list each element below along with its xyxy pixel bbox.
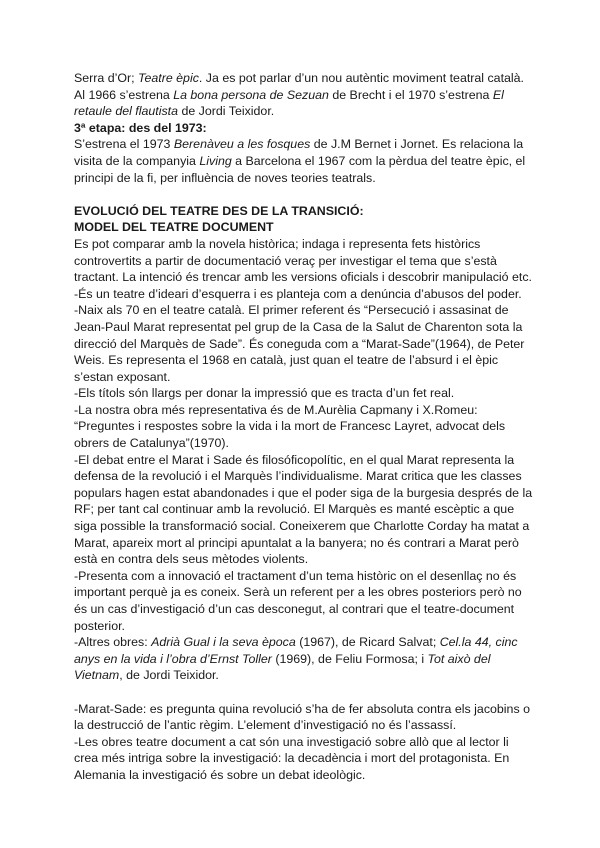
text-run: -Altres obres: — [74, 635, 152, 650]
italic-title-text: Cel.la 44, cinc anys en la vida i l’obra d’Ernst Toller — [74, 635, 518, 666]
text-run: -El debat entre el Marat i Sade és filosóficopolític, en el qual Marat representa la defensa de la revolució i el Marquès l’individualisme. Marat critica que les classes populars hagen estat abandonades i que el poder siga de la burgesia després de la RF; per tant cal continuar amb la revolució. El Marquès es manté escèptic a que siga possible la transformació social. Coneixerem que Charlotte Corday ha matat a Marat, apareix mort al principi apuntalat a la banyera; no és contrari a Marat però està en contra dels seus mètodes violents. — [74, 452, 533, 567]
text-run: Serra d’Or; — [74, 71, 139, 85]
text-run: EVOLUCIÓ DEL TEATRE DES DE LA TRANSICIÓ: — [74, 203, 364, 218]
text-run: -És un teatre d’ideari d’esquerra i es planteja com a denúncia d’abusos del poder. — [74, 286, 522, 301]
point-innovation — [74, 568, 534, 634]
italic-title-text: Berenàveu a les fosques — [173, 137, 311, 152]
text-run: -Presenta com a innovació el tractament d’un tema històric on el desenllaç no és important perquè ja es coneix. Serà un referent per a les obres posteriors però no és un cas d’investigació d’un cas desconegut, al contrari que el teatre-document posterior. — [74, 568, 522, 633]
point-layret — [74, 402, 534, 452]
text-run: 3ª etapa: des del 1973: — [74, 120, 207, 135]
text-run: -Naix als 70 en el teatre català. El primer referent és “Persecució i assasinat de Jean-Paul Marat representat pel grup de la Casa de la Salut de Charenton sota la direcció del Marquès de Sade”. És coneguda com a “Marat-Sade”(1964), de Peter Weis. Es representa el 1968 en català, just quan el teatre de l’absurd i el èpic s’estan exposant. — [74, 303, 525, 384]
text-run: -La nostra obra més representativa és de M.Aurèlia Capmany i X.Romeu: “Preguntes i respostes sobre la vida i la mort de Francesc Layret, advocat dels obrers de Catalunya”(1970). — [74, 402, 506, 451]
point-left-ideas — [74, 286, 534, 303]
point-long-titles — [74, 385, 534, 402]
text-run: de Brecht i el 1970 s’estrena — [328, 87, 493, 102]
text-run: -Les obres teatre document a cat són una investigació sobre allò que al lector li crea més intriga sobre la investigació: la decadència i mort del protagonista. En Alemania la investigació és sobre un debat ideològic. — [74, 734, 510, 782]
italic-title-text: Teatre èpic — [138, 71, 199, 85]
point-marat-sade-question — [74, 701, 534, 734]
document-theatre-intro — [74, 236, 534, 286]
transition-heading — [74, 203, 534, 220]
text-run: de Jordi Teixidor. — [178, 104, 275, 119]
text-run: de J.M Bernet i Jornet. Es relaciona la visita de la companyia — [74, 137, 524, 168]
italic-title-text: Tot això del Vietnam — [74, 651, 491, 683]
text-run: a Barcelona el 1967 com la pèrdua del teatre èpic, el principi de la fi, per influència de noves teories teatrals. — [74, 153, 526, 185]
text-run: -Els títols són llargs per donar la impressió que es tracta d’un fet real. — [74, 386, 455, 401]
text-run: Es pot comparar amb la novela històrica; indaga i representa fets històrics controvertits a partir de documentació veraç per investigar el tema que s’està tractant. La intenció és trencar amb les versions oficials i descobrir manipulació etc. — [74, 236, 532, 285]
intro-paragraph — [74, 70, 534, 120]
text-run: , de Jordi Teixidor. — [119, 668, 219, 683]
text-run: . Ja es pot parlar d’un nou autèntic moviment teatral català. Al 1966 s’estrena — [74, 71, 524, 102]
stage-3-heading — [74, 120, 534, 137]
italic-title-text: Living — [199, 153, 232, 168]
point-debate — [74, 452, 534, 568]
document-page — [74, 70, 534, 784]
italic-title-text: La bona persona de Sezuan — [173, 87, 329, 102]
italic-title-text: El retaule del flautista — [74, 87, 504, 119]
text-run: -Marat-Sade: es pregunta quina revolució s’ha de fer absoluta contra els jacobins o la destrucció de l’antic règim. L’element d’investigació no és l’assassí. — [74, 701, 530, 733]
text-run: MODEL DEL TEATRE DOCUMENT — [74, 220, 274, 235]
point-other-works — [74, 634, 534, 684]
text-run: (1969), de Feliu Formosa; i — [271, 651, 428, 666]
stage-3-paragraph — [74, 136, 534, 186]
text-run: (1967), de Ricard Salvat; — [295, 635, 440, 650]
italic-title-text: Adrià Gual i la seva època — [151, 635, 296, 650]
document-theatre-heading — [74, 219, 534, 236]
point-marat-sade-origin — [74, 302, 534, 385]
point-catalan-works — [74, 734, 534, 784]
text-run: S’estrena el 1973 — [74, 137, 174, 152]
